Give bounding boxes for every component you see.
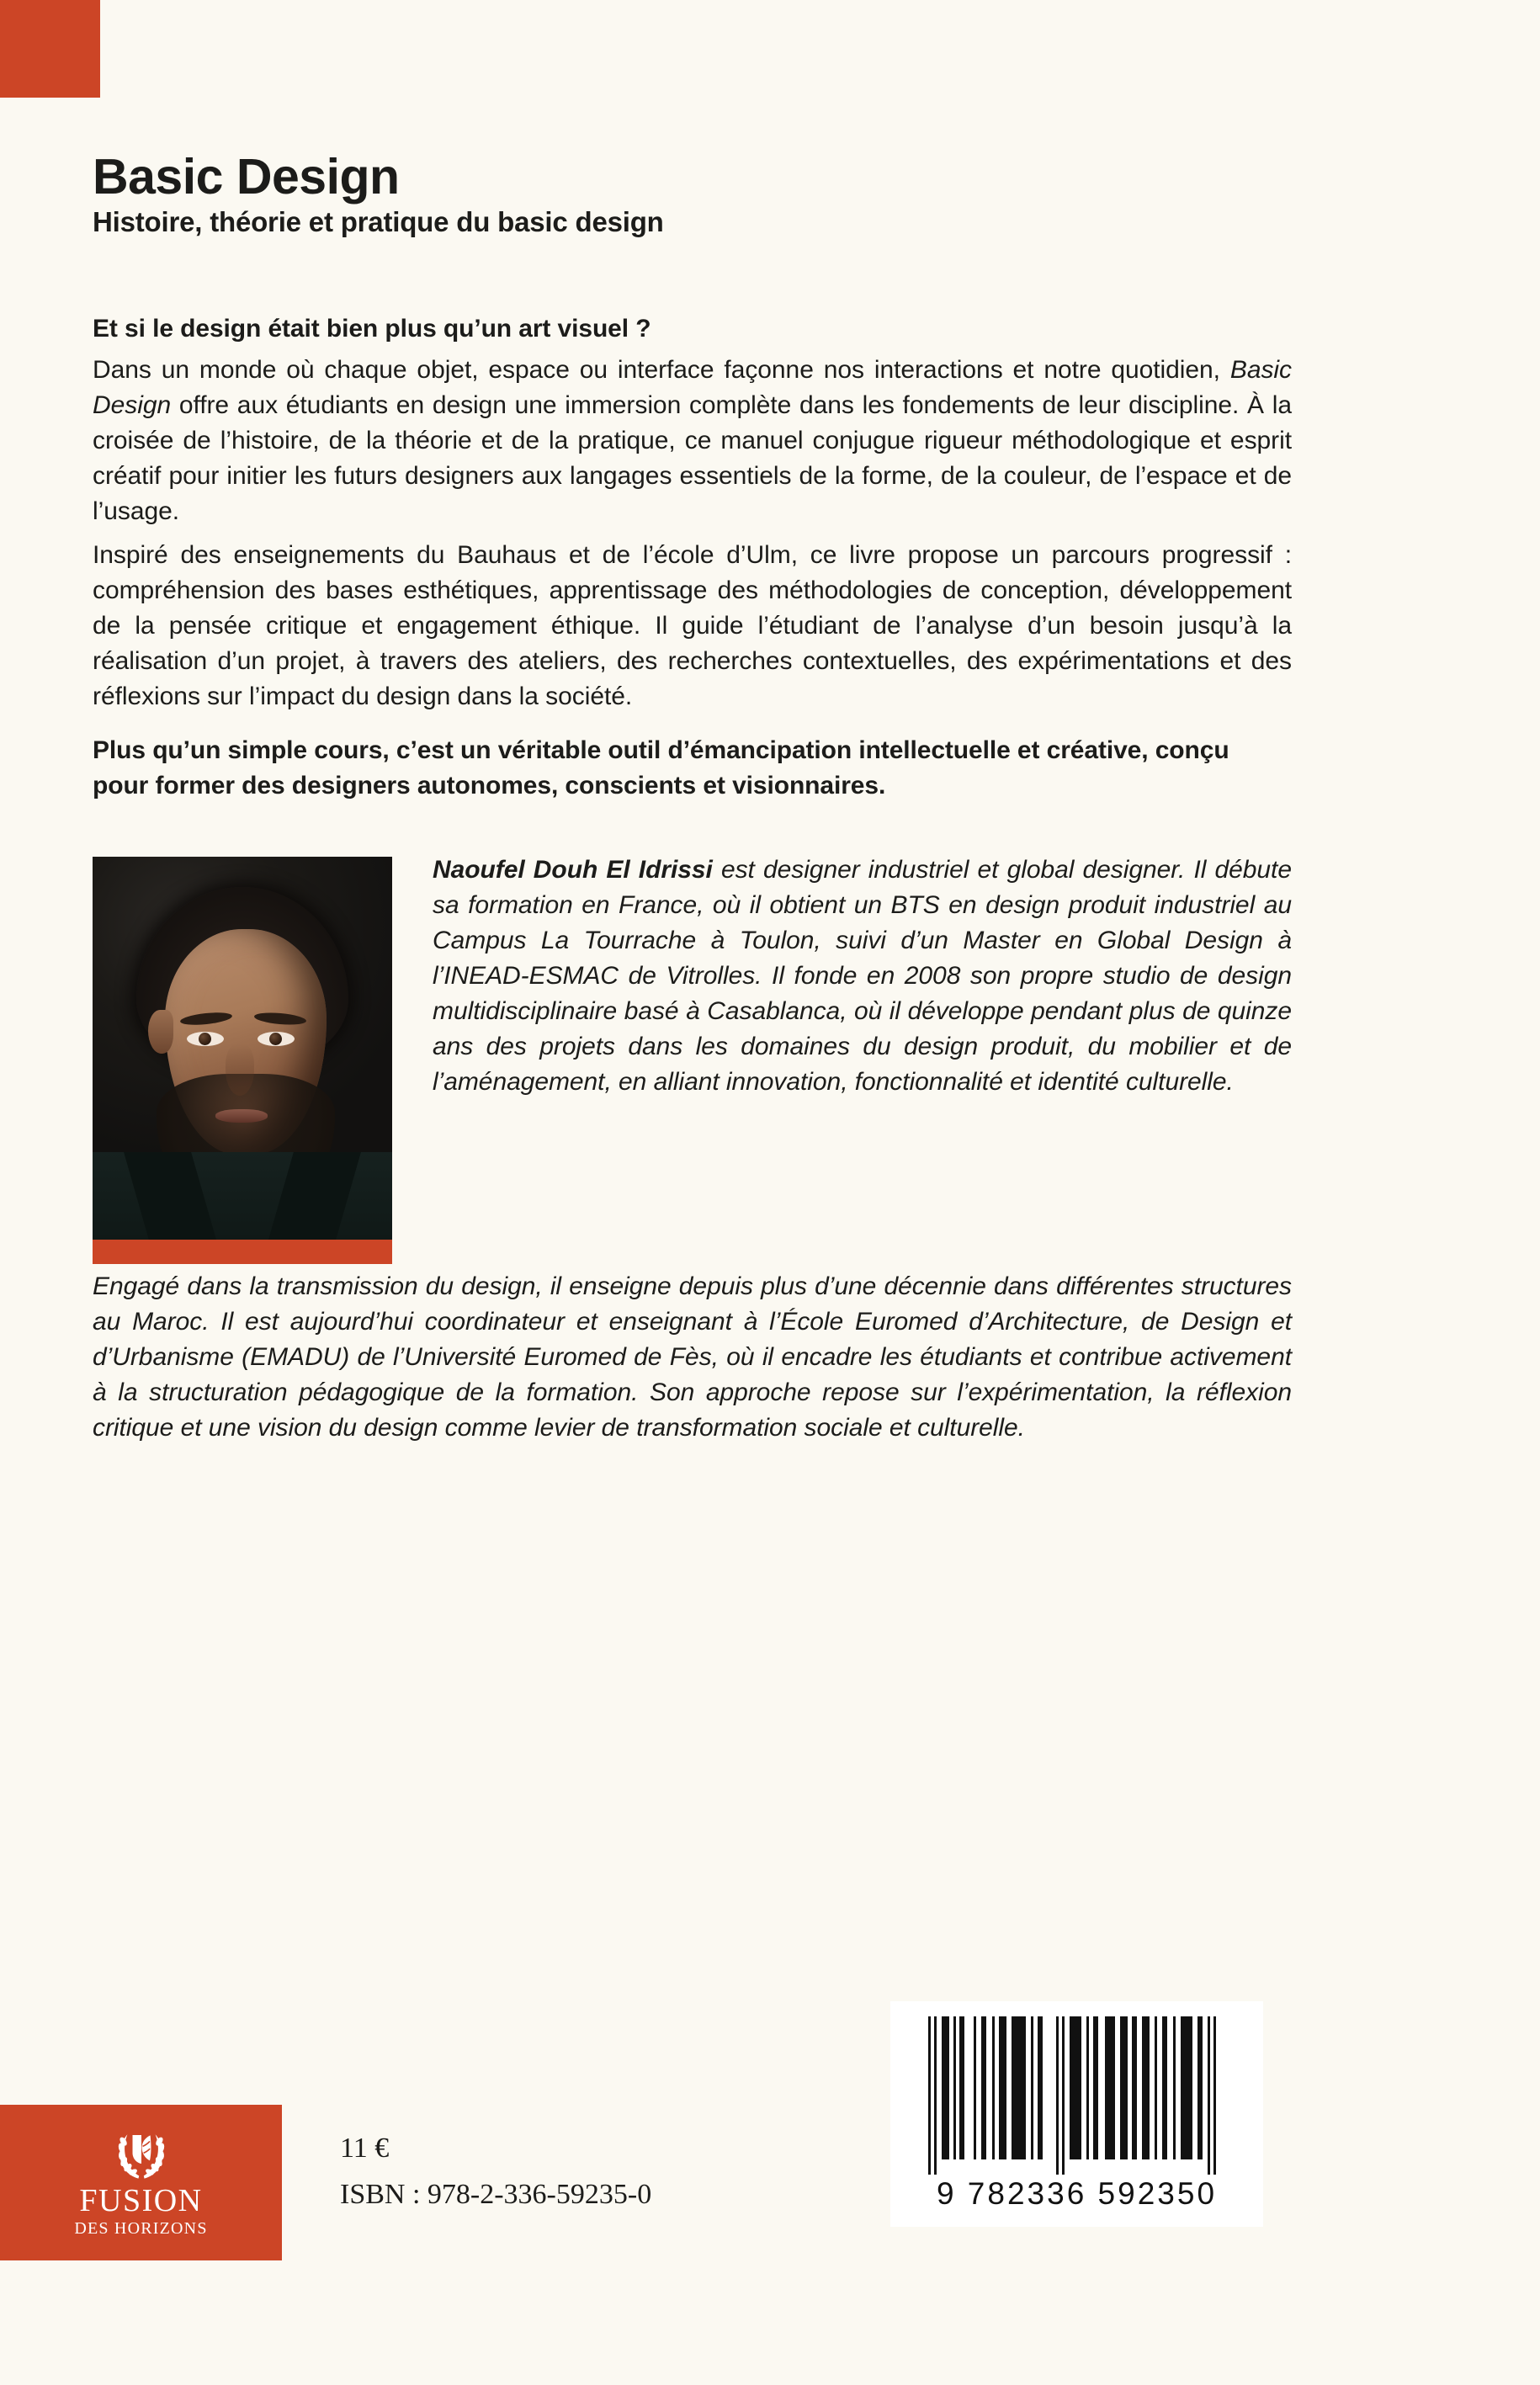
- ean13-barcode-icon: [921, 2016, 1233, 2175]
- back-cover-content: [93, 149, 1292, 1446]
- author-photo-figure: [93, 857, 392, 1264]
- page-subtitle: Histoire, théorie et pratique du basic design: [93, 206, 664, 237]
- portrait-mouth: [215, 1109, 268, 1123]
- publisher-tagline: DES HORIZONS: [74, 2219, 208, 2238]
- author-portrait-photo: [93, 857, 392, 1240]
- paragraph-intro-part-1: Dans un monde où chaque objet, espace ou interface façonne nos interactions et notre quotidien,: [93, 356, 1230, 385]
- portrait-shirt: [93, 1152, 392, 1240]
- author-bio-first-rest: est designer industriel et global designer. Il débute sa formation en France, où il obtient un BTS en design produit industriel au Campus La Tourrache à Toulon, suivi d’un Master en Global Design à l’INEAD-ESMAC de Vitrolles. Il fonde en 2008 son propre studio de design multidisciplinaire basé à Casablanca, où il développe pendant plus de quinze ans des projets dans les domaines du design produit, du mobilier et de l’aménagement, en alliant innovation, fonctionnalité et identité culturelle.: [433, 856, 1292, 1097]
- ean13-barcode: [890, 2001, 1263, 2227]
- paragraph-intro-title-italic: Basic Design: [93, 356, 1292, 420]
- author-photo-accent-bar: [93, 1240, 392, 1264]
- paragraph-intro-part-3: offre aux étudiants en design une immersion complète dans les fondements de leur discipline. À la croisée de l’histoire, de la théorie et de la pratique, ce manuel conjugue rigueur méthodologique et esprit créatif pour initier les futurs designers aux langages essentiels de la forme, de la couleur, de l’espace et de l’usage.: [93, 391, 1292, 526]
- lede-question: Et si le design était bien plus qu’un art visuel ?: [93, 314, 651, 343]
- laurel-wreath-shield-icon: [110, 2128, 173, 2182]
- publisher-name: FUSION: [79, 2183, 203, 2218]
- price-and-isbn: [340, 2125, 651, 2218]
- price-value: 11 €: [340, 2133, 390, 2164]
- top-left-accent-block: [0, 0, 100, 98]
- page-title: Basic Design: [93, 149, 400, 205]
- author-section: [93, 853, 1292, 1446]
- author-bio-second: Engagé dans la transmission du design, il enseigne depuis plus d’une décennie dans différentes structures au Maroc. Il est aujourd’hui coordinateur et enseignant à l’École Euromed d’Architecture, de Design et d’Urbanisme (EMADU) de l’Université Euromed de Fès, où il encadre les étudiants et contribue activement à la structuration pédagogique de la formation. Son approche repose sur l’expérimentation, la réflexion critique et une vision du design comme levier de transformation sociale et culturelle.: [93, 1272, 1292, 1442]
- paragraph-approach: Inspiré des enseignements du Bauhaus et de l’école d’Ulm, ce livre propose un parcours progressif : compréhension des bases esthétiques, apprentissage des méthodologies de conception, développement de la pensée critique et engagement éthique. Il guide l’étudiant de l’analyse d’un besoin jusqu’à la réalisation d’un projet, à travers des ateliers, des recherches contextuelles, des expérimentations et des réflexions sur l’impact du design dans la société.: [93, 541, 1292, 711]
- barcode-number: 9 782336 592350: [936, 2176, 1218, 2211]
- paragraph-intro: [93, 353, 1292, 529]
- isbn-value: ISBN : 978-2-336-59235-0: [340, 2179, 652, 2211]
- paragraph-conclusion: Plus qu’un simple cours, c’est un véritable outil d’émancipation intellectuelle et créative, conçu pour former des designers autonomes, conscients et visionnaires.: [93, 736, 1229, 800]
- portrait-nose: [226, 1044, 254, 1096]
- portrait-ear: [148, 1010, 173, 1054]
- author-name: Naoufel Douh El Idrissi: [433, 856, 713, 884]
- publisher-logo: [0, 2105, 282, 2260]
